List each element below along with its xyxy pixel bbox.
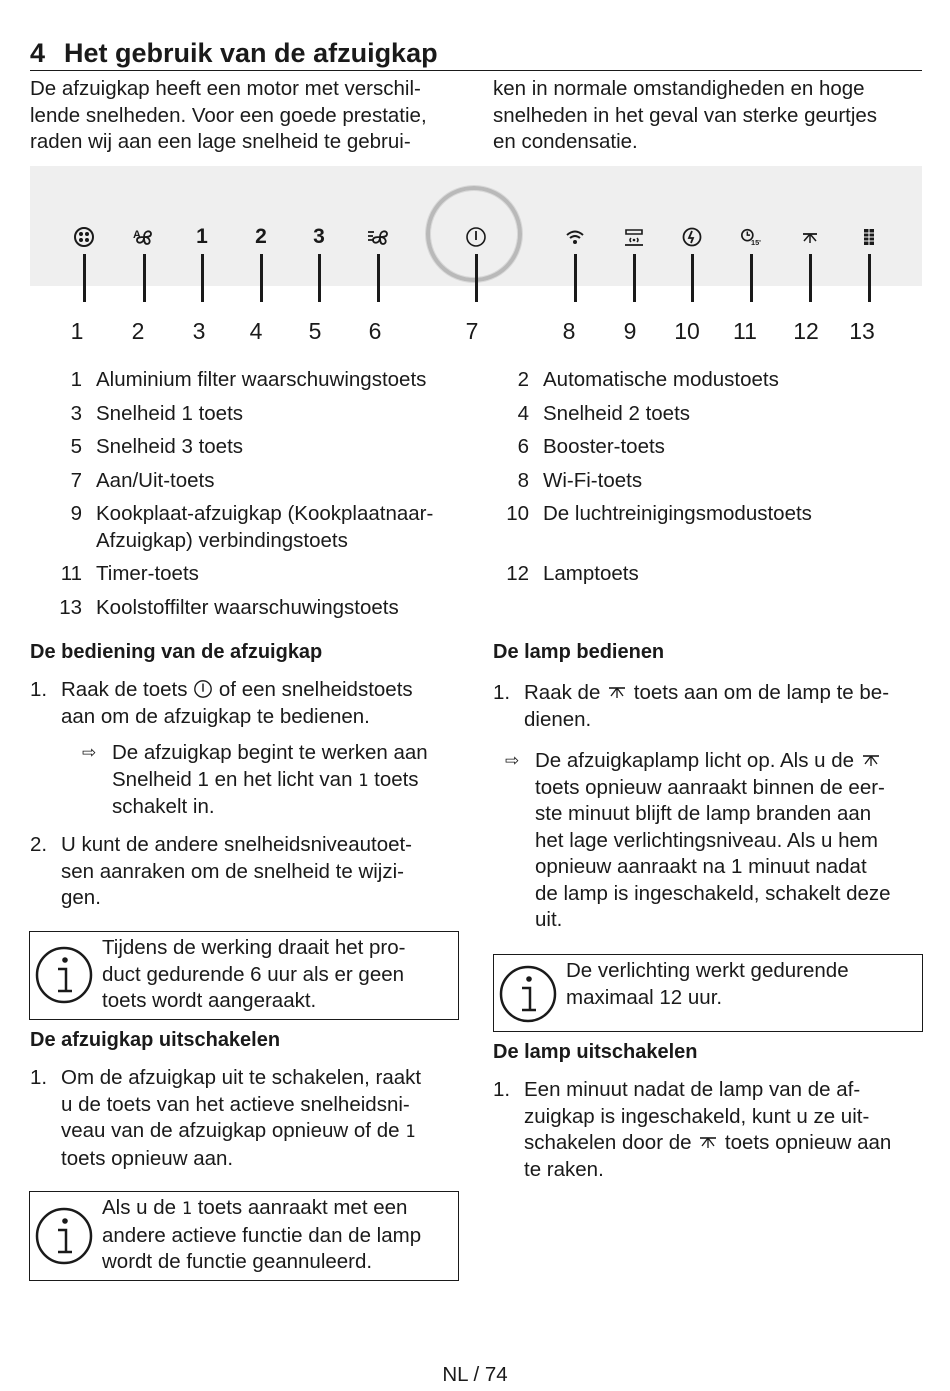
leader-line xyxy=(633,254,636,302)
speed-3-glyph: 3 xyxy=(313,225,325,248)
section-heading-lamp: De lamp bedienen xyxy=(493,641,665,663)
list-item: 1. Raak de toets of een snelheidstoets aan om de afzuigkap te bedienen. xyxy=(30,678,413,728)
carbon-filter-icon xyxy=(849,222,889,252)
section-heading-operate: De bediening van de afzuigkap xyxy=(30,641,323,663)
leader-line xyxy=(143,254,146,302)
callout-number: 9 xyxy=(623,318,637,344)
section-heading-switch-off: De afzuigkap uitschakelen xyxy=(30,1029,281,1051)
arrow-right-icon: ⇨ xyxy=(505,751,520,770)
info-icon xyxy=(498,964,558,1024)
result-item: ⇨ De afzuigkap begint te werken aan Snelheid 1 en het licht van 1 toets schakelt in. xyxy=(82,740,462,821)
legend-item: 12 Lamptoets xyxy=(506,562,639,585)
legend-item: 1 Aluminium filter waarschuwingstoets xyxy=(70,368,427,391)
section-title: Het gebruik van de afzuigkap xyxy=(64,38,438,68)
power-icon xyxy=(456,222,496,252)
list-item: 2. U kunt de andere snelheidsniveautoet- sen aanraken om de snelheid te wijzi- gen. xyxy=(30,833,413,909)
callout-number: 11 xyxy=(733,318,757,344)
arrow-right-icon: ⇨ xyxy=(82,743,97,762)
svg-text:A: A xyxy=(133,229,141,241)
list-item: 1. Om de afzuigkap uit te schakelen, raakt u de toets van het actieve snelheidsni- veau van de afzuigkap opnieuw of de 1 toets opnieuw aan. xyxy=(30,1066,422,1170)
leader-line xyxy=(260,254,263,302)
air-purification-icon xyxy=(672,222,712,252)
filter-warning-icon xyxy=(64,222,104,252)
callout-number: 12 xyxy=(793,318,819,344)
timer-icon xyxy=(731,222,771,252)
list-item: 1. Een minuut nadat de lamp van de af- zuigkap is ingeschakeld, kunt u ze uit- schakelen door de toets opnieuw aan te raken. xyxy=(493,1078,892,1181)
hob-connection-icon xyxy=(614,222,654,252)
legend-item: 3 Snelheid 1 toets xyxy=(70,402,244,425)
callout-number: 5 xyxy=(308,318,322,344)
lamp-icon xyxy=(606,684,628,702)
callout-number: 1 xyxy=(70,318,84,344)
section-number: 4 xyxy=(30,38,46,68)
result-item: ⇨ De afzuigkaplamp licht op. Als u de toets opnieuw aanraakt binnen de eer- ste minuut blijft de lamp branden aan het lage verlichtingsniveau. Als u hem opnieuw aanraakt na 1 minuut nadat de lamp is ingeschakeld, schakelt deze uit. xyxy=(505,748,925,934)
leader-line xyxy=(574,254,577,302)
callout-number: 6 xyxy=(368,318,382,344)
callout-number: 2 xyxy=(131,318,145,344)
leader-line xyxy=(691,254,694,302)
page-title xyxy=(30,36,922,71)
intro-text-right xyxy=(493,76,923,156)
leader-line xyxy=(475,254,478,302)
legend-item: 6 Booster-toets xyxy=(517,435,665,458)
lamp-icon xyxy=(697,1134,719,1152)
callout-number: 4 xyxy=(249,318,263,344)
speed-2-glyph: 2 xyxy=(255,225,267,248)
speed-1-glyph: 1 xyxy=(196,225,208,248)
lamp-icon xyxy=(790,222,830,252)
intro-line: De afzuigkap heeft een motor met verschil- xyxy=(30,77,421,100)
list-item: 1. Raak de toets aan om de lamp te be- dienen. xyxy=(493,681,890,731)
legend-item: 5 Snelheid 3 toets xyxy=(70,435,244,458)
leader-line xyxy=(809,254,812,302)
callout-number: 10 xyxy=(674,318,700,344)
svg-text:15': 15' xyxy=(751,238,761,248)
leader-line xyxy=(377,254,380,302)
legend-item: 11 Timer-toets xyxy=(60,562,199,585)
auto-mode-fan-icon xyxy=(124,222,164,252)
legend-item: 8 Wi-Fi-toets xyxy=(517,469,643,492)
legend-item: 2 Automatische modustoets xyxy=(517,368,779,391)
section-heading-lamp-off: De lamp uitschakelen xyxy=(493,1041,698,1063)
wifi-icon xyxy=(555,222,595,252)
intro-line: ken in normale omstandigheden en hoge xyxy=(493,77,865,100)
booster-fan-icon xyxy=(358,222,398,252)
info-note: De verlichting werkt gedurende maximaal 12 uur. xyxy=(493,954,923,1032)
legend-item: 13 Koolstoffilter waarschuwingstoets xyxy=(59,596,399,619)
leader-line xyxy=(750,254,753,302)
legend-item: 7 Aan/Uit-toets xyxy=(70,469,215,492)
info-icon xyxy=(34,945,94,1005)
leader-line xyxy=(868,254,871,302)
legend-item: 4 Snelheid 2 toets xyxy=(517,402,691,425)
callout-number: 3 xyxy=(192,318,206,344)
info-icon xyxy=(34,1206,94,1266)
leader-line xyxy=(318,254,321,302)
leader-line xyxy=(83,254,86,302)
power-icon xyxy=(193,679,213,699)
legend-item: 9 Kookplaat-afzuigkap (Kookplaatnaar- Afzuigkap) verbindingstoets xyxy=(70,502,434,552)
intro-text-left xyxy=(30,76,460,156)
legend-item: 10 De luchtreinigingsmodustoets xyxy=(506,502,812,525)
intro-line: en condensatie. xyxy=(493,130,638,153)
leader-line xyxy=(201,254,204,302)
lamp-icon xyxy=(860,752,882,770)
callout-number: 13 xyxy=(849,318,875,344)
page-number: NL / 74 xyxy=(442,1363,508,1386)
intro-line: lende snelheden. Voor een goede prestatie, xyxy=(30,103,427,127)
callout-number: 7 xyxy=(465,318,479,344)
intro-line: snelheden in het geval van sterke geurtjes xyxy=(493,103,878,127)
callout-number: 8 xyxy=(562,318,576,344)
info-note: Tijdens de werking draait het pro- duct gedurende 6 uur als er geen toets wordt aangeraakt. xyxy=(29,931,459,1020)
intro-line: raden wij aan een lage snelheid te gebrui- xyxy=(30,130,411,153)
info-note: Als u de 1 toets aanraakt met een andere actieve functie dan de lamp wordt de functie geannuleerd. xyxy=(29,1191,459,1281)
